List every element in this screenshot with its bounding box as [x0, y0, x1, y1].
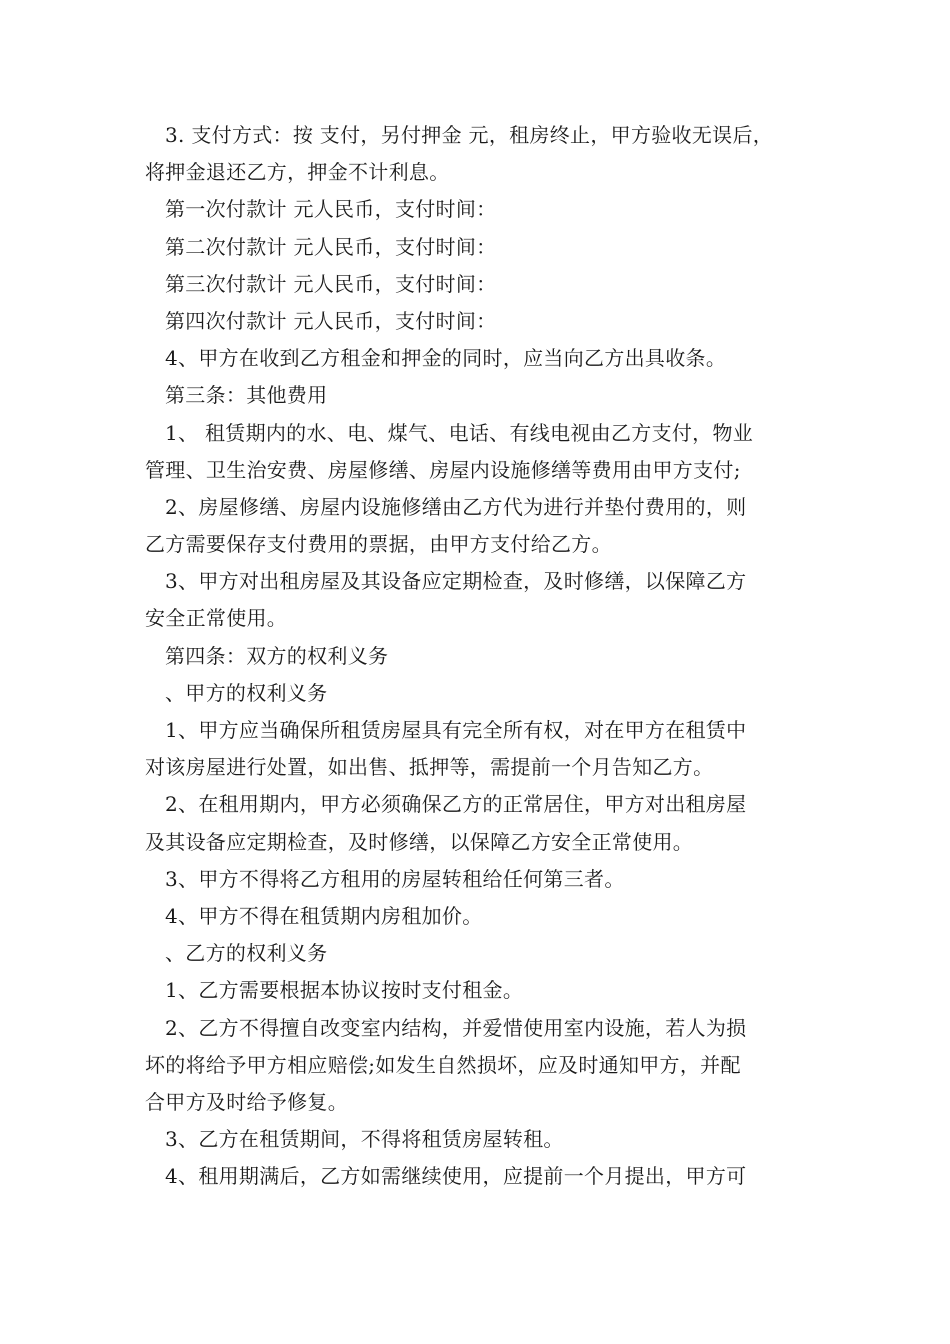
document-line: 安全正常使用。: [145, 606, 288, 631]
document-line: 1、乙方需要根据本协议按时支付租金。: [165, 978, 524, 1003]
document-line: 、甲方的权利义务: [165, 680, 328, 705]
document-line: 3. 支付方式：按 支付，另付押金 元，租房终止，甲方验收无误后，: [165, 123, 774, 147]
document-line: 3、乙方在租赁期间，不得将租赁房屋转租。: [165, 1127, 564, 1152]
document-line: 及其设备应定期检查，及时修缮，以保障乙方安全正常使用。: [145, 829, 694, 854]
document-body: [145, 117, 817, 1195]
document-line: 第四条：双方的权利义务: [165, 643, 389, 668]
document-line: 、乙方的权利义务: [165, 941, 328, 966]
document-line: 4、甲方在收到乙方租金和押金的同时，应当向乙方出具收条。: [165, 346, 727, 371]
document-line: 2、房屋修缮、房屋内设施修缮由乙方代为进行并垫付费用的，则: [165, 494, 747, 519]
document-line: 2、在租用期内，甲方必须确保乙方的正常居住，甲方对出租房屋: [165, 792, 747, 817]
document-line: 第一次付款计 元人民币，支付时间：: [165, 197, 497, 222]
document-line: 对该房屋进行处置，如出售、抵押等，需提前一个月告知乙方。: [145, 755, 714, 780]
document-line: 第四次付款计 元人民币，支付时间：: [165, 308, 497, 333]
document-line: 合甲方及时给予修复。: [145, 1089, 348, 1114]
document-line: 2、乙方不得擅自改变室内结构，并爱惜使用室内设施，若人为损: [165, 1015, 747, 1040]
document-line: 第三次付款计 元人民币，支付时间：: [165, 271, 497, 296]
document-line: 3、甲方对出租房屋及其设备应定期检查，及时修缮，以保障乙方: [165, 569, 747, 594]
document-line: 将押金退还乙方，押金不计利息。: [145, 160, 450, 185]
document-line: 1、甲方应当确保所租赁房屋具有完全所有权，对在甲方在租赁中: [165, 718, 747, 742]
document-line: 第三条：其他费用: [165, 383, 328, 408]
document-line: 1、 租赁期内的水、电、煤气、电话、有线电视由乙方支付，物业: [165, 420, 754, 445]
document-line: 4、甲方不得在租赁期内房租加价。: [165, 903, 483, 928]
document-line: 4、租用期满后，乙方如需继续使用，应提前一个月提出，甲方可: [165, 1164, 747, 1189]
document-line: 第二次付款计 元人民币，支付时间：: [165, 234, 497, 259]
document-line: 乙方需要保存支付费用的票据，由甲方支付给乙方。: [145, 532, 612, 557]
document-line: 管理、卫生治安费、房屋修缮、房屋内设施修缮等费用由甲方支付;: [145, 457, 741, 482]
document-line: 3、甲方不得将乙方租用的房屋转租给任何第三者。: [165, 866, 625, 891]
document-line: 坏的将给予甲方相应赔偿;如发生自然损坏，应及时通知甲方，并配: [145, 1052, 741, 1077]
